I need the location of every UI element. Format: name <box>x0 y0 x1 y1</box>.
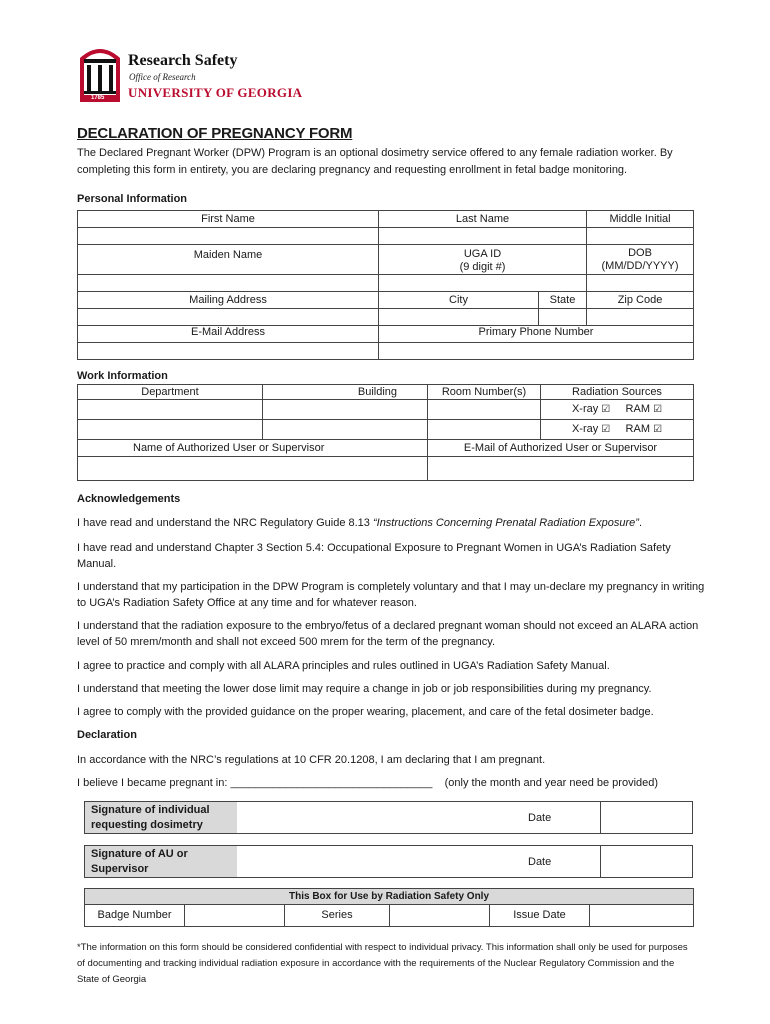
ack-item-6: I understand that meeting the lower dose limit may require a change in job or job responsibilities during my pregnancy. <box>77 683 652 695</box>
dob-label <box>587 245 694 275</box>
pregnancy-date-note: (only the month and year need be provided) <box>444 777 659 789</box>
room-field-2[interactable] <box>428 420 541 440</box>
department-label: Department <box>78 385 263 400</box>
building-field[interactable] <box>263 400 428 420</box>
ram-label: RAM <box>625 403 650 415</box>
pregnancy-date-prompt: I believe I became pregnant in: <box>77 777 228 789</box>
university-name: UNIVERSITY OF GEORGIA <box>128 85 303 100</box>
zip-field[interactable] <box>587 309 694 326</box>
series-field[interactable] <box>390 905 490 927</box>
office-use-heading: This Box for Use by Radiation Safety Only <box>85 889 694 905</box>
uga-id-text: UGA ID <box>463 247 502 260</box>
radiation-sources-row2 <box>541 420 694 440</box>
personal-info-heading: Personal Information <box>77 193 188 205</box>
individual-date-label: Date <box>528 812 552 824</box>
confidentiality-footnote: *The information on this form should be considered confidential with respect to individual privacy. This information shall only be used for purposes of documenting and tracking individual radiation exposure in accordance with the requirements of the Nuclear Regulatory Commission and the State of Georgia <box>77 942 688 985</box>
ack-1-suffix: . <box>638 517 643 529</box>
dob-format: (MM/DD/YYYY) <box>601 259 679 272</box>
acknowledgements-heading: Acknowledgements <box>77 493 181 505</box>
series-label: Series <box>285 905 390 927</box>
city-label: City <box>379 292 539 309</box>
ack-item-1 <box>77 515 707 531</box>
department-field-2[interactable] <box>78 420 263 440</box>
radiation-sources-row1 <box>541 400 694 420</box>
intro-text: The Declared Pregnant Worker (DPW) Program is an optional dosimetry service offered to any female radiation worker. By completing this form in entirety, you are declaring pregnancy and requesting enrollment in fetal badge monitoring. <box>77 147 673 176</box>
building-label: Building <box>263 385 428 400</box>
seal-year: 1785 <box>91 95 105 101</box>
ack-item-4: I understand that the radiation exposure to the embryo/fetus of a declared pregnant woman should not exceed an ALARA action level of 50 mrem/month and shall not exceed 500 mrem for the term of the pregnancy. <box>77 620 699 648</box>
work-info-table <box>77 384 694 481</box>
building-field-2[interactable] <box>263 420 428 440</box>
mailing-address-label: Mailing Address <box>78 292 379 309</box>
xray-checkbox-2[interactable]: ☑ <box>601 424 611 435</box>
last-name-label: Last Name <box>379 211 587 228</box>
issue-date-field[interactable] <box>590 905 694 927</box>
ram-label-2: RAM <box>625 423 650 435</box>
individual-signature-label: Signature of individual requesting dosimetry <box>85 802 237 833</box>
ack-item-3: I understand that my participation in the DPW Program is completely voluntary and that I may un-declare my pregnancy in writing to UGA’s Radiation Safety Office at any time and for whatever reason. <box>77 581 705 609</box>
supervisor-signature-label: Signature of AU or Supervisor <box>85 846 237 877</box>
xray-label: X-ray <box>571 403 599 415</box>
badge-number-label: Badge Number <box>85 905 185 927</box>
issue-date-label: Issue Date <box>490 905 590 927</box>
ram-checkbox[interactable]: ☑ <box>653 404 663 415</box>
mailing-address-field[interactable] <box>78 309 379 326</box>
uga-id-note: (9 digit #) <box>459 260 506 273</box>
supervisor-date-label: Date <box>528 856 552 868</box>
email-field[interactable] <box>78 343 379 360</box>
room-label: Room Number(s) <box>428 385 541 400</box>
work-info-heading: Work Information <box>77 370 168 382</box>
personal-info-table <box>77 210 694 360</box>
uga-id-field[interactable] <box>379 275 587 292</box>
uga-id-label <box>379 245 587 275</box>
ack-1-text: I have read and understand the NRC Regulatory Guide 8.13 <box>77 517 373 529</box>
ack-item-2: I have read and understand Chapter 3 Section 5.4: Occupational Exposure to Pregnant Women in UGA’s Radiation Safety Manual. <box>77 542 671 570</box>
supervisor-date-field[interactable] <box>601 846 693 877</box>
pregnancy-date-line <box>77 775 707 791</box>
declaration-heading: Declaration <box>77 729 137 741</box>
dob-field[interactable] <box>587 275 694 292</box>
dob-text: DOB <box>628 246 652 259</box>
state-label: State <box>539 292 587 309</box>
first-name-label: First Name <box>78 211 379 228</box>
phone-label: Primary Phone Number <box>379 326 694 343</box>
supervisor-name-label: Name of Authorized User or Supervisor <box>78 440 428 457</box>
maiden-name-label: Maiden Name <box>78 245 379 275</box>
ram-checkbox-2[interactable]: ☑ <box>653 424 663 435</box>
supervisor-email-label: E-Mail of Authorized User or Supervisor <box>428 440 694 457</box>
ack-item-7: I agree to comply with the provided guidance on the proper wearing, placement, and care of the fetal dosimeter badge. <box>77 706 654 718</box>
declaration-statement: In accordance with the NRC’s regulations at 10 CFR 20.1208, I am declaring that I am pregnant. <box>77 754 546 766</box>
maiden-name-field[interactable] <box>78 275 379 292</box>
email-label: E-Mail Address <box>78 326 379 343</box>
ack-item-5: I agree to practice and comply with all ALARA principles and rules outlined in UGA’s Radiation Safety Manual. <box>77 660 610 672</box>
phone-field[interactable] <box>379 343 694 360</box>
supervisor-name-field[interactable] <box>78 457 428 481</box>
zip-label: Zip Code <box>587 292 694 309</box>
xray-label-2: X-ray <box>571 423 599 435</box>
room-field[interactable] <box>428 400 541 420</box>
ack-1-guide-title: “Instructions Concerning Prenatal Radiation Exposure” <box>372 517 639 529</box>
badge-number-field[interactable] <box>185 905 285 927</box>
org-name: Research Safety <box>128 52 238 69</box>
first-name-field[interactable] <box>78 228 379 245</box>
supervisor-signature-box <box>84 845 693 878</box>
xray-checkbox[interactable]: ☑ <box>601 404 611 415</box>
department-field[interactable] <box>78 400 263 420</box>
city-field[interactable] <box>379 309 539 326</box>
office-name: Office of Research <box>129 72 196 82</box>
middle-initial-field[interactable] <box>587 228 694 245</box>
state-field[interactable] <box>539 309 587 326</box>
supervisor-email-field[interactable] <box>428 457 694 481</box>
radiation-sources-label: Radiation Sources <box>541 385 694 400</box>
office-use-table <box>84 888 694 927</box>
middle-initial-label: Middle Initial <box>587 211 694 228</box>
uga-arch-logo <box>78 44 122 104</box>
individual-signature-box <box>84 801 693 834</box>
individual-date-field[interactable] <box>601 802 693 833</box>
page-title: DECLARATION OF PREGNANCY FORM <box>77 125 353 142</box>
last-name-field[interactable] <box>379 228 587 245</box>
pregnancy-date-field[interactable]: _________________________________ <box>230 777 433 789</box>
